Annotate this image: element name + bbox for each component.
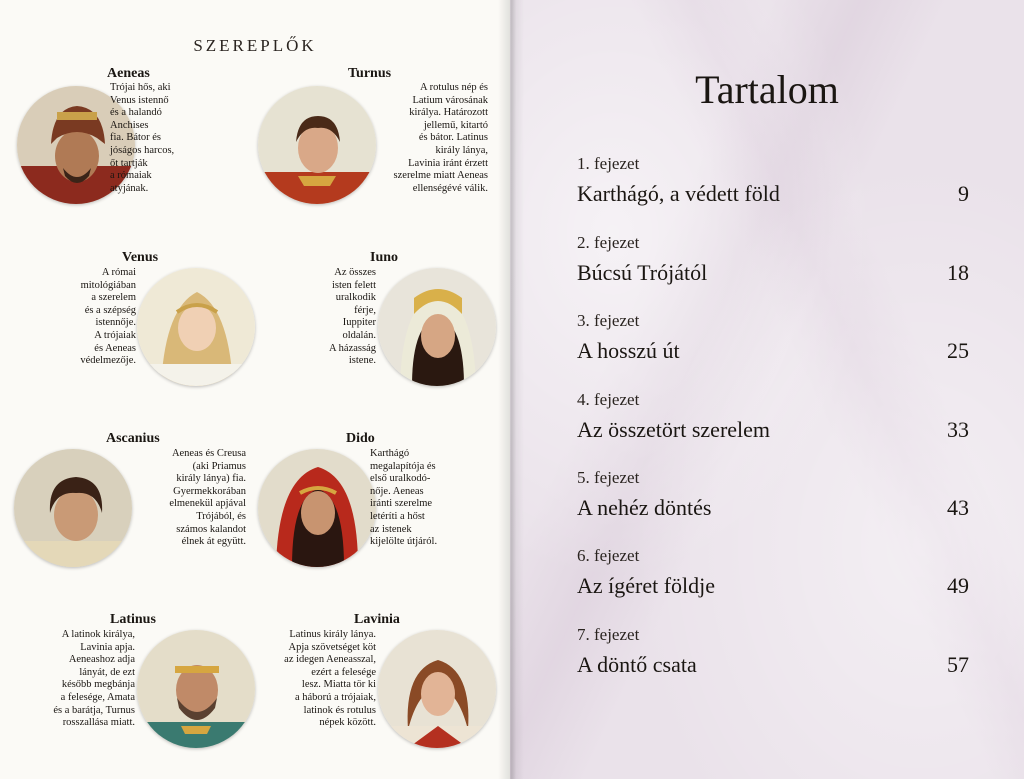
latinus-desc: A latinok királya, Lavinia apja. Aeneashoz adja lányát, de ezt később megbánja a felesége, Amata és a barátja, Turnus rosszallása miatt. bbox=[53, 629, 135, 729]
turnus-desc: A rotulus nép és Latium városának királya. Határozott jellemű, kitartó és bátor. Latinus király lánya, Lavinia iránt érzett szerelme miatt Aeneas ellenségévé válik. bbox=[393, 82, 488, 194]
toc-chapter-3-page[interactable]: 25 bbox=[947, 338, 969, 363]
dido-name: Dido bbox=[346, 431, 375, 446]
toc-chapter-7-label: 7. fejezet bbox=[577, 625, 640, 644]
toc-chapter-5-page[interactable]: 43 bbox=[947, 495, 969, 520]
ascanius-name: Ascanius bbox=[106, 431, 160, 446]
dido-portrait bbox=[258, 449, 376, 567]
toc-chapter-5-title[interactable]: A nehéz döntés bbox=[577, 495, 712, 520]
book-gutter bbox=[498, 0, 524, 779]
characters-heading: SZEREPLŐK bbox=[193, 36, 317, 55]
toc-chapter-4-label: 4. fejezet bbox=[577, 390, 640, 409]
dido-desc: Karthágó megalapítója és első uralkodó- nője. Aeneas iránti szerelme letéríti a hőst az istenek kijelölte útjáról. bbox=[370, 448, 438, 548]
toc-chapter-6-page[interactable]: 49 bbox=[947, 573, 969, 598]
iuno-desc: Az összes isten felett uralkodik férje, Iuppiter oldalán. A házasság istene. bbox=[329, 267, 376, 367]
iuno-portrait bbox=[378, 268, 496, 386]
ascanius-desc: Aeneas és Creusa (aki Priamus király lánya) fia. Gyermekkorában elmenekül apjával Trójából, és számos kalandot élnek át együtt. bbox=[169, 448, 246, 548]
toc-chapter-3-title[interactable]: A hosszú út bbox=[577, 338, 680, 363]
toc-chapter-2-title[interactable]: Búcsú Trójától bbox=[577, 260, 708, 285]
latinus-name: Latinus bbox=[110, 612, 156, 627]
toc-chapter-2-page[interactable]: 18 bbox=[947, 260, 969, 285]
lavinia-name: Lavinia bbox=[354, 612, 400, 627]
aeneas-name: Aeneas bbox=[107, 66, 150, 81]
toc-chapter-7-title[interactable]: A döntő csata bbox=[577, 652, 697, 677]
toc-chapter-1-page[interactable]: 9 bbox=[958, 181, 969, 206]
toc-chapter-4-page[interactable]: 33 bbox=[947, 417, 969, 442]
venus-portrait bbox=[137, 268, 255, 386]
toc-chapter-3-label: 3. fejezet bbox=[577, 311, 640, 330]
toc-chapter-6-label: 6. fejezet bbox=[577, 546, 640, 565]
venus-name: Venus bbox=[122, 250, 159, 265]
toc-chapter-6-title[interactable]: Az ígéret földje bbox=[577, 573, 716, 598]
toc-chapter-4-title[interactable]: Az összetört szerelem bbox=[577, 417, 771, 442]
toc-chapter-1-label: 1. fejezet bbox=[577, 154, 640, 173]
lavinia-portrait bbox=[378, 630, 496, 748]
toc-chapter-1-title[interactable]: Karthágó, a védett föld bbox=[577, 181, 780, 206]
toc-chapter-7-page[interactable]: 57 bbox=[947, 652, 969, 677]
toc-chapter-2-label: 2. fejezet bbox=[577, 233, 640, 252]
turnus-name: Turnus bbox=[348, 66, 392, 81]
toc-chapter-5-label: 5. fejezet bbox=[577, 468, 640, 487]
venus-desc: A római mitológiában a szerelem és a szépség istennője. A trójaiak és Aeneas védelmezője. bbox=[80, 267, 136, 367]
latinus-portrait bbox=[137, 630, 255, 748]
lavinia-desc: Latinus király lánya. Apja szövetséget köt az idegen Aeneasszal, ezért a felesége lesz. Miatta tör ki a háború a trójaiak, latinok és rotulus népek között. bbox=[284, 629, 376, 729]
aeneas-desc: Trójai hős, aki Venus istennő és a halandó Anchises fia. Bátor és jóságos harcos, őt tartják a rómaiak atyjának. bbox=[110, 82, 175, 194]
toc-title: Tartalom bbox=[695, 67, 839, 112]
iuno-name: Iuno bbox=[370, 250, 399, 265]
